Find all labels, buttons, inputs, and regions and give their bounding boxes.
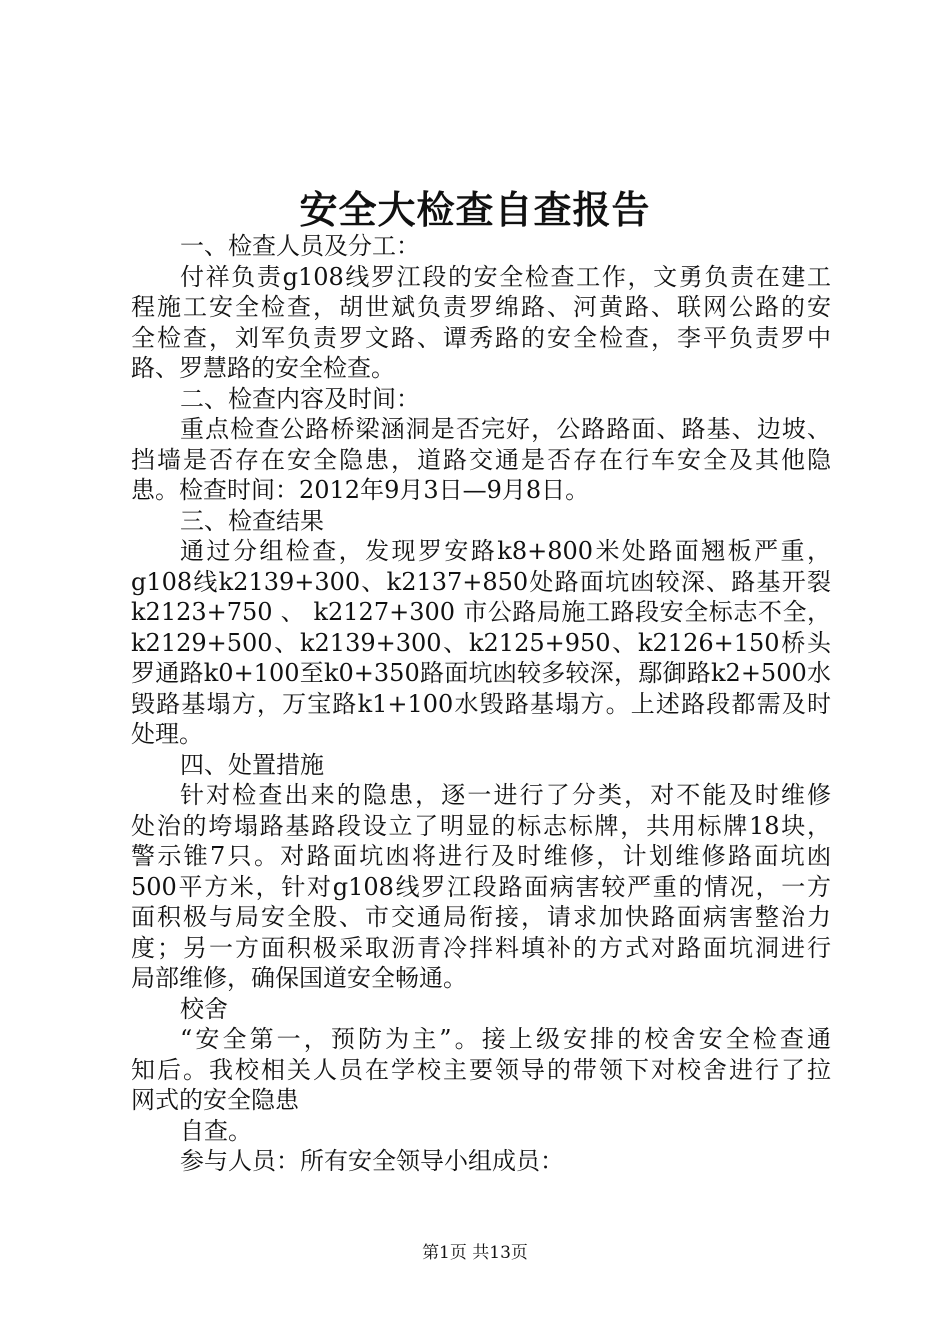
paragraph-line: 罗通路k0+100至k0+350路面坑凼较多较深，鄢御路k2+500水 [131, 659, 831, 687]
section-heading-measures: 四、处置措施 [180, 750, 324, 779]
section-heading-results: 三、检查结果 [180, 506, 324, 535]
paragraph-line: 警示锥7只。对路面坑凼将进行及时维修，计划维修路面坑凼 [131, 842, 831, 870]
paragraph-line: 知后。我校相关人员在学校主要领导的带领下对校舍进行了拉 [131, 1055, 831, 1084]
paragraph-line: 通过分组检查，发现罗安路k8+800米处路面翘板严重， [180, 537, 831, 565]
paragraph-line: 局部维修，确保国道安全畅通。 [131, 964, 467, 992]
section-heading-content: 二、检查内容及时间： [180, 384, 420, 413]
paragraph-line: 处理。 [131, 720, 203, 748]
document-title: 安全大检查自查报告 [299, 187, 651, 232]
paragraph-line: 网式的安全隐患 [131, 1086, 299, 1114]
paragraph-line: 度；另一方面积极采取沥青冷拌料填补的方式对路面坑洞进行 [131, 933, 831, 962]
paragraph-line: 程施工安全检查，胡世斌负责罗绵路、河黄路、联网公路的安 [131, 293, 831, 321]
paragraph-line: 处治的垮塌路基路段设立了明显的标志标牌，共用标牌18块， [131, 811, 831, 840]
page-footer: 第1页 共13页 [422, 1243, 528, 1263]
paragraph-line: 500平方米，针对g108线罗江段路面病害较严重的情况，一方 [131, 872, 831, 901]
paragraph-line: 重点检查公路桥梁涵洞是否完好，公路路面、路基、边坡、 [180, 415, 831, 443]
paragraph-line: 参与人员：所有安全领导小组成员： [180, 1147, 564, 1175]
paragraph-line: 患。检查时间：2012年9月3日—9月8日。 [131, 476, 590, 504]
paragraph-line: 自查。 [180, 1116, 252, 1145]
paragraph-line: “安全第一，预防为主”。接上级安排的校舍安全检查通 [180, 1025, 831, 1053]
paragraph-line: 毁路基塌方，万宝路k1+100水毁路基塌方。上述路段都需及时 [131, 689, 831, 718]
document-body [131, 231, 831, 1177]
paragraph-line: 路、罗慧路的安全检查。 [131, 354, 395, 382]
section-heading-school: 校舍 [180, 994, 228, 1023]
paragraph-line: 挡墙是否存在安全隐患，道路交通是否存在行车安全及其他隐 [131, 445, 831, 474]
paragraph-line: 全检查，刘军负责罗文路、谭秀路的安全检查，李平负责罗中 [131, 323, 831, 352]
paragraph-line: k2123+750 、 k2127+300 市公路局施工路段安全标志不全， [131, 598, 831, 626]
paragraph-line: g108线k2139+300、k2137+850处路面坑凼较深、路基开裂 [131, 567, 831, 596]
paragraph-line: 针对检查出来的隐患，逐一进行了分类，对不能及时维修 [180, 781, 831, 809]
paragraph-line: k2129+500、k2139+300、k2125+950、k2126+150桥头 [131, 628, 831, 657]
paragraph-line: 面积极与局安全股、市交通局衔接，请求加快路面病害整治力 [131, 903, 831, 931]
paragraph-line: 付祥负责g108线罗江段的安全检查工作，文勇负责在建工 [180, 262, 831, 291]
section-heading-personnel: 一、检查人员及分工： [180, 232, 420, 260]
